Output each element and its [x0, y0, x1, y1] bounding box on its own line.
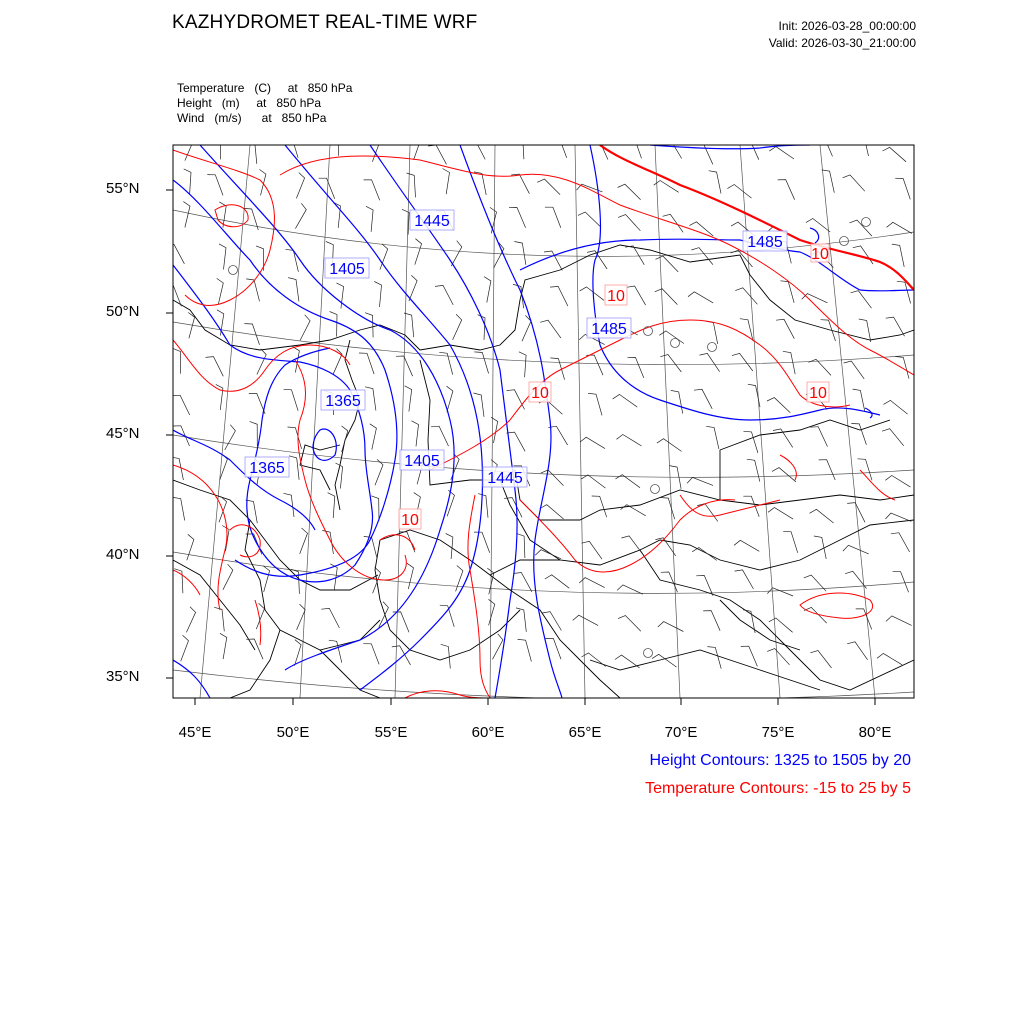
wind-barb [882, 429, 904, 446]
lat-label: 55°N [106, 180, 140, 197]
wind-barb [330, 312, 337, 337]
wind-barb [551, 137, 567, 158]
wind-barb [545, 207, 561, 228]
valid-time: Valid: 2026-03-30_21:00:00 [768, 36, 916, 50]
wind-barb [734, 540, 759, 551]
svg-text:1485: 1485 [591, 321, 627, 338]
wind-barb [342, 426, 348, 452]
lon-label: 70°E [664, 724, 698, 741]
wind-barb [515, 135, 524, 160]
wind-barb [580, 437, 605, 448]
svg-text:1365: 1365 [249, 460, 285, 477]
wind-barb [392, 646, 411, 665]
wind-barb [885, 513, 911, 521]
wind-barb [364, 180, 380, 201]
wind-barb [321, 608, 339, 628]
wind-barb [494, 243, 504, 269]
wind-barb [509, 208, 526, 228]
wind-barb [300, 528, 308, 554]
wind-barb [886, 317, 905, 336]
wind-barb [206, 357, 224, 377]
wind-barb [329, 640, 342, 663]
wind-barb [288, 278, 299, 302]
wind-barb [659, 331, 684, 344]
wind-barb [370, 424, 377, 450]
wind-barb [244, 208, 259, 230]
wind-barb [618, 616, 641, 632]
wind-barb [223, 564, 233, 590]
wind-barb [706, 321, 718, 344]
wind-barb [379, 602, 389, 628]
wind-barb [518, 639, 532, 661]
wind-barb [617, 435, 642, 447]
wind-barb [173, 497, 185, 520]
wind-barb [776, 319, 794, 338]
wind-barb [741, 646, 758, 666]
wind-barb [328, 493, 335, 518]
wind-barb [626, 137, 641, 158]
wind-barb [288, 427, 302, 449]
wind-barb [541, 470, 564, 486]
svg-text:10: 10 [811, 246, 829, 263]
wind-barb [478, 494, 488, 518]
wind-barb [843, 175, 865, 191]
wind-barb [474, 393, 485, 417]
temperature-label [529, 382, 551, 402]
wind-barb [517, 533, 525, 558]
wind-barb [740, 319, 753, 342]
wind-barb [613, 394, 638, 407]
wind-barb [363, 644, 379, 665]
height-contour-legend: Height Contours: 1325 to 1505 by 20 [649, 752, 911, 769]
wind-barb [588, 393, 602, 415]
wind-barb [217, 310, 224, 336]
wind-barb [810, 651, 831, 668]
wind-barb [816, 136, 833, 156]
svg-text:10: 10 [809, 385, 827, 402]
wind-barb [819, 460, 836, 480]
wind-barb [696, 144, 713, 164]
wind-barb [507, 390, 525, 410]
lon-label: 55°E [374, 724, 408, 741]
wind-barb [431, 426, 448, 446]
wind-barb [742, 140, 759, 160]
wind-barb [858, 459, 873, 481]
height-label [400, 450, 444, 470]
wind-barb [516, 608, 526, 632]
wind-barb [581, 475, 605, 488]
wind-barb [407, 173, 416, 197]
wind-barb [700, 353, 720, 371]
height-label [325, 258, 369, 278]
wind-barb [692, 548, 717, 561]
height-label [743, 231, 787, 251]
wind-barb [513, 573, 532, 592]
lat-label: 40°N [106, 546, 140, 563]
height-label [245, 457, 289, 477]
wind-barb [688, 292, 713, 303]
wind-barb [187, 534, 194, 560]
wind-barb [414, 134, 421, 160]
wind-barb [300, 315, 310, 341]
wind-barb [853, 389, 865, 412]
wind-barb [393, 612, 409, 632]
wind-barb [573, 615, 599, 625]
svg-text:1445: 1445 [487, 470, 523, 487]
wind-barb [172, 395, 190, 415]
wind-barb [884, 400, 908, 414]
wind-barb [627, 286, 646, 305]
wind-barb [892, 244, 904, 267]
wind-barb [887, 222, 912, 233]
wind-barb [263, 566, 269, 592]
svg-text:10: 10 [607, 288, 625, 305]
wind-barb [322, 530, 333, 554]
wind-barb [484, 277, 491, 303]
field-height: Height (m) at 850 hPa [177, 96, 322, 110]
wind-barb [337, 283, 344, 309]
wind-barb [213, 135, 221, 160]
wind-barb [545, 575, 569, 588]
wind-barb [886, 616, 912, 626]
wind-barb [663, 140, 682, 159]
height-label [483, 467, 527, 487]
wind-barb [691, 248, 713, 265]
svg-text:1445: 1445 [414, 213, 450, 230]
wind-barb [671, 390, 683, 413]
wind-barb [374, 282, 381, 308]
svg-text:1365: 1365 [325, 393, 361, 410]
init-time: Init: 2026-03-28_00:00:00 [778, 19, 916, 33]
wind-barb [703, 611, 720, 631]
wind-barb [580, 287, 604, 300]
wind-barb [582, 541, 602, 559]
wind-barb [694, 389, 712, 409]
wind-barb [412, 421, 419, 447]
wind-barb [489, 599, 495, 625]
wind-barb [173, 349, 180, 374]
temperature-contour-legend: Temperature Contours: -15 to 25 by 5 [645, 780, 911, 797]
wind-barb [743, 496, 759, 517]
wind-barb [893, 572, 909, 593]
wind-barb [687, 477, 713, 485]
wind-barb [810, 427, 827, 447]
field-wind: Wind (m/s) at 850 hPa [177, 111, 327, 125]
wind-barb [428, 145, 446, 164]
wind-barb [895, 178, 910, 199]
wind-barb [511, 174, 529, 194]
wind-barb [618, 184, 641, 200]
wind-barb [217, 278, 224, 304]
wind-barb [540, 320, 561, 338]
temperature-label [605, 285, 627, 305]
wind-barb [456, 566, 463, 592]
wind-barb [768, 508, 793, 520]
wind-barb [453, 314, 462, 340]
wind-barb [778, 180, 795, 200]
wind-barb [435, 285, 453, 305]
wind-barb [478, 315, 485, 340]
lon-label: 60°E [471, 724, 505, 741]
wind-barb [447, 386, 453, 412]
lon-label: 45°E [178, 724, 212, 741]
wind-barb [706, 426, 719, 449]
svg-text:10: 10 [401, 512, 419, 529]
wind-barb [166, 244, 184, 263]
lat-label: 45°N [106, 425, 140, 442]
wind-barb [331, 131, 338, 156]
wind-barb [851, 291, 872, 309]
wind-barb [220, 633, 227, 659]
wind-barb [618, 215, 640, 231]
svg-text:1485: 1485 [747, 234, 783, 251]
wind-barb [744, 431, 758, 453]
wind-barb [709, 171, 721, 194]
wind-barb [451, 241, 462, 266]
height-label [410, 210, 454, 230]
temperature-label [399, 509, 421, 529]
wind-barb [474, 352, 488, 374]
wind-barb [810, 509, 834, 523]
wind-barb [802, 294, 828, 303]
lon-label: 75°E [761, 724, 795, 741]
wind-barb [214, 607, 224, 631]
wind-barb [767, 398, 790, 413]
wind-barb [535, 550, 561, 559]
height-label [587, 318, 631, 338]
wind-barb [850, 220, 872, 236]
wind-barb [474, 532, 490, 553]
wind-barb [735, 570, 754, 589]
wind-barb [851, 424, 866, 445]
wind-barb [657, 439, 682, 452]
wind-barb [707, 647, 721, 669]
wind-barb [295, 203, 306, 228]
wind-barb [592, 496, 607, 517]
wind-barb [660, 498, 674, 520]
wind-barb [732, 353, 753, 371]
wind-barb [291, 569, 300, 594]
wind-barb [769, 147, 794, 159]
wind-barb [621, 505, 646, 516]
wind-barb [207, 175, 223, 196]
wind-barb [493, 634, 503, 660]
wind-barb [767, 588, 793, 596]
wind-barb [399, 532, 415, 552]
wind-barb [885, 476, 910, 488]
wind-barb [522, 315, 531, 341]
wind-barb [289, 456, 299, 480]
wind-barb [586, 355, 603, 375]
wind-barb [366, 206, 373, 232]
wind-barb [443, 169, 450, 195]
wind-barb [806, 219, 830, 233]
wind-barb [767, 649, 789, 665]
wind-barb [537, 179, 560, 195]
svg-text:1405: 1405 [404, 453, 440, 470]
wind-barb [727, 185, 751, 199]
wind-barb [183, 202, 190, 228]
wind-barb [365, 387, 376, 411]
svg-text:1405: 1405 [329, 261, 365, 278]
wind-barb [735, 288, 757, 305]
wind-barb [405, 386, 412, 412]
wind-barb [743, 610, 755, 633]
wind-barb [656, 256, 679, 272]
wind-barb [540, 505, 564, 519]
wind-barb [514, 242, 526, 265]
wind-barb [173, 426, 190, 446]
wind-barb [504, 498, 522, 518]
wind-barb [375, 459, 383, 485]
wind-barb [186, 607, 195, 633]
wind-barb [181, 635, 189, 661]
wind-barb [655, 289, 678, 305]
wind-barb [467, 140, 485, 160]
wind-barb [359, 353, 374, 374]
lat-label: 50°N [106, 303, 140, 320]
wind-barb [284, 136, 298, 158]
temperature-label [811, 244, 829, 263]
wind-barb [658, 622, 684, 632]
wind-barb [769, 618, 793, 632]
temperature-label [807, 382, 829, 402]
lon-label: 65°E [568, 724, 602, 741]
wind-barb [689, 222, 713, 236]
wind-barb [628, 358, 644, 378]
wind-barb [844, 361, 865, 379]
wind-barb [225, 425, 236, 450]
lon-label: 50°E [276, 724, 310, 741]
wind-barb [409, 275, 417, 301]
wind-barb [772, 468, 796, 482]
wind-barb [578, 212, 601, 227]
wind-barb [550, 286, 568, 306]
wind-barb [847, 642, 867, 660]
field-temperature: Temperature (C) at 850 hPa [177, 81, 353, 95]
height-label [321, 390, 365, 410]
wind-barb [441, 644, 451, 668]
wind-barb [256, 246, 264, 271]
svg-text:10: 10 [531, 385, 549, 402]
graticule [173, 145, 914, 700]
map-title: KAZHYDROMET REAL-TIME WRF [172, 12, 478, 33]
wind-barb [296, 173, 304, 199]
wind-barb [883, 147, 907, 162]
wind-barb [891, 533, 910, 552]
lon-label: 80°E [858, 724, 892, 741]
lat-label: 35°N [106, 668, 140, 685]
wind-barb [747, 459, 760, 481]
wind-barb [407, 563, 414, 589]
wind-barb [415, 239, 422, 265]
wind-barb [519, 352, 526, 377]
wind-barb [336, 463, 343, 489]
wind-barb [284, 389, 299, 411]
wind-barb [286, 249, 299, 271]
wind-barb [219, 244, 226, 270]
wind-barb [660, 355, 681, 373]
wind-barb [365, 313, 373, 338]
wind-barb [250, 421, 258, 446]
wind-barb [249, 394, 265, 414]
wind-barb [843, 545, 869, 554]
wind-barb [621, 536, 642, 554]
wind-barb [877, 653, 902, 664]
wind-barb [783, 531, 798, 553]
